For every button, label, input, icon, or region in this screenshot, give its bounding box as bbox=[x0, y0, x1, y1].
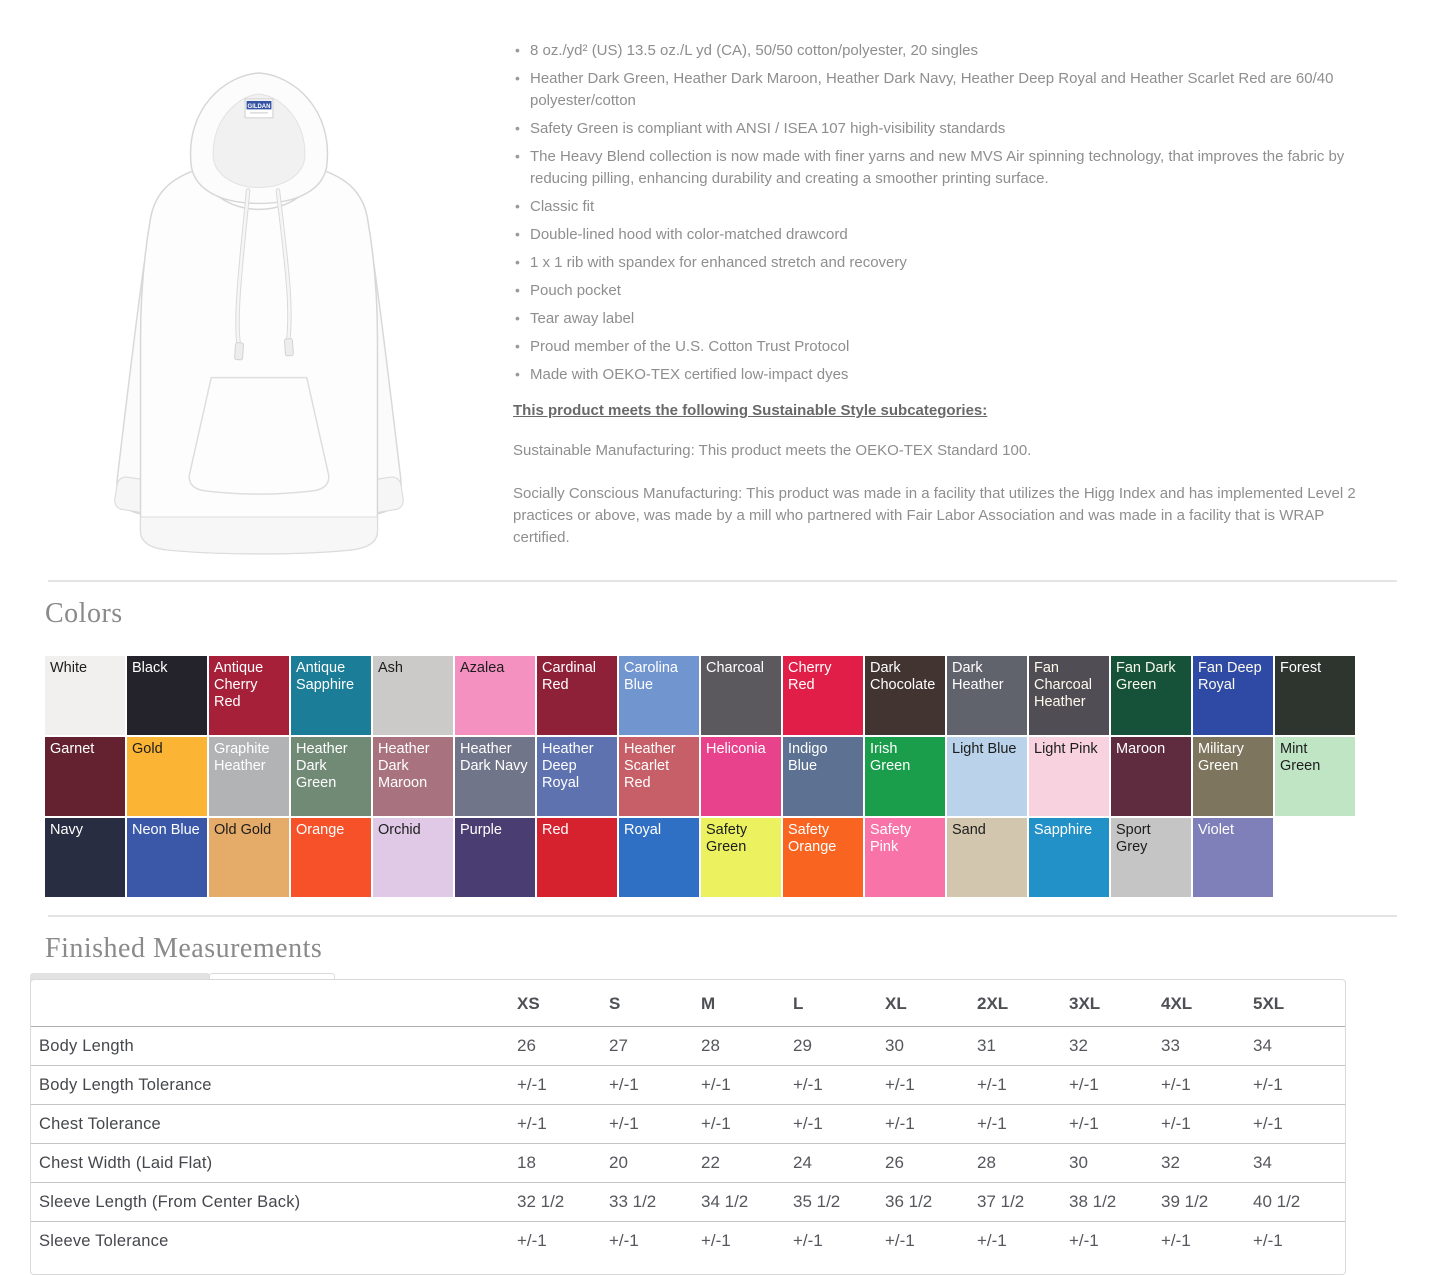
measurement-value: +/-1 bbox=[1069, 1114, 1099, 1133]
measurement-value: 31 bbox=[977, 1036, 996, 1055]
color-swatch-label: Antique Sapphire bbox=[296, 660, 355, 693]
color-swatch-label: Sapphire bbox=[1034, 822, 1093, 838]
measurement-value: 34 bbox=[1253, 1153, 1272, 1172]
color-swatch-light-pink[interactable] bbox=[1029, 737, 1109, 816]
color-swatch-label: Neon Blue bbox=[132, 822, 200, 838]
measurement-value: 24 bbox=[793, 1153, 812, 1172]
color-swatch-garnet[interactable] bbox=[45, 737, 125, 816]
measurement-value: +/-1 bbox=[1253, 1075, 1283, 1094]
color-swatch-label: Heather Dark Maroon bbox=[378, 741, 430, 791]
empty-header-cell bbox=[31, 980, 517, 1027]
color-swatch-label: Charcoal bbox=[706, 660, 765, 676]
color-swatch-violet[interactable] bbox=[1193, 818, 1273, 897]
measurement-value: 32 bbox=[1161, 1153, 1180, 1172]
measurement-row-body-length bbox=[31, 1027, 1345, 1066]
measurement-value: +/-1 bbox=[977, 1231, 1007, 1250]
color-swatch-dark-heather[interactable] bbox=[947, 656, 1027, 735]
measurement-value: 30 bbox=[885, 1036, 904, 1055]
product-overview-section bbox=[45, 40, 1400, 564]
color-swatch-label: Fan Dark Green bbox=[1116, 660, 1176, 693]
measurement-row-body-length-tolerance bbox=[31, 1066, 1345, 1105]
size-column-header-2xl: 2XL bbox=[977, 994, 1009, 1013]
measurement-value: +/-1 bbox=[977, 1075, 1007, 1094]
measurements-table-box bbox=[30, 979, 1346, 1275]
color-swatch-heather-dark-navy[interactable] bbox=[455, 737, 535, 816]
measurement-value: 22 bbox=[701, 1153, 720, 1172]
size-column-header-s: S bbox=[609, 994, 621, 1013]
feature-bullet: • The Heavy Blend collection is now made with finer yarns and new MVS Air spinning technology, that improves the fabric by reducing pilling, enhancing durability and creating a smoother printing surface. bbox=[513, 146, 1393, 190]
measurement-value: 28 bbox=[977, 1153, 996, 1172]
measurement-value: 39 1/2 bbox=[1161, 1192, 1209, 1211]
colors-section-title: Colors bbox=[45, 598, 123, 629]
measurement-value: +/-1 bbox=[1161, 1231, 1191, 1250]
measurement-value: +/-1 bbox=[517, 1231, 547, 1250]
color-swatch-maroon[interactable] bbox=[1111, 737, 1191, 816]
measurement-value: +/-1 bbox=[701, 1114, 731, 1133]
color-swatch-carolina-blue[interactable] bbox=[619, 656, 699, 735]
measurement-value: 27 bbox=[609, 1036, 628, 1055]
measurement-value: 32 1/2 bbox=[517, 1192, 565, 1211]
measurement-value: 36 1/2 bbox=[885, 1192, 933, 1211]
color-swatch-cherry-red[interactable] bbox=[783, 656, 863, 735]
measurement-value: +/-1 bbox=[793, 1231, 823, 1250]
color-swatch-military-green[interactable] bbox=[1193, 737, 1273, 816]
color-swatch-label: Light Pink bbox=[1034, 741, 1098, 757]
measurement-value: 38 1/2 bbox=[1069, 1192, 1117, 1211]
color-swatch-cardinal-red[interactable] bbox=[537, 656, 617, 735]
sustainable-manufacturing-text: Sustainable Manufacturing: This product meets the OEKO-TEX Standard 100. bbox=[513, 442, 1032, 459]
measurements-section-title: Finished Measurements bbox=[45, 933, 323, 964]
color-swatch-label: Sport Grey bbox=[1116, 822, 1151, 855]
color-swatch-label: Navy bbox=[50, 822, 84, 838]
color-swatch-ash[interactable] bbox=[373, 656, 453, 735]
color-swatch-navy[interactable] bbox=[45, 818, 125, 897]
color-swatch-label: Mint Green bbox=[1280, 741, 1321, 774]
color-swatch-label: Sand bbox=[952, 822, 986, 838]
color-swatch-mint-green[interactable] bbox=[1275, 737, 1355, 816]
color-swatch-black[interactable] bbox=[127, 656, 207, 735]
color-swatch-fan-deep-royal[interactable] bbox=[1193, 656, 1273, 735]
color-swatch-label: Safety Green bbox=[706, 822, 748, 855]
color-swatch-label: Heather Dark Navy bbox=[460, 741, 528, 774]
measurement-value: 20 bbox=[609, 1153, 628, 1172]
feature-bullet: • 8 oz./yd² (US) 13.5 oz./L yd (CA), 50/50 cotton/polyester, 20 singles bbox=[513, 40, 1393, 62]
color-swatch-antique-cherry-red[interactable] bbox=[209, 656, 289, 735]
feature-list-sustainability bbox=[513, 336, 1393, 386]
color-swatch-safety-pink[interactable] bbox=[865, 818, 945, 897]
color-swatch-label: Irish Green bbox=[870, 741, 911, 774]
feature-bullet: • Proud member of the U.S. Cotton Trust Protocol bbox=[513, 336, 1393, 358]
size-header-row bbox=[31, 980, 1345, 1027]
measurement-value: 37 1/2 bbox=[977, 1192, 1025, 1211]
color-swatch-neon-blue[interactable] bbox=[127, 818, 207, 897]
color-swatch-heather-deep-royal[interactable] bbox=[537, 737, 617, 816]
measurement-value: +/-1 bbox=[1069, 1231, 1099, 1250]
color-swatch-label: Carolina Blue bbox=[624, 660, 678, 693]
color-swatch-label: Old Gold bbox=[214, 822, 272, 838]
measurement-value: +/-1 bbox=[1161, 1075, 1191, 1094]
feature-bullet: • Classic fit bbox=[513, 196, 1393, 218]
feature-bullet: • Safety Green is compliant with ANSI / ISEA 107 high-visibility standards bbox=[513, 118, 1393, 140]
measurement-value: +/-1 bbox=[609, 1231, 639, 1250]
measurements-table-container bbox=[30, 979, 1346, 1275]
color-swatch-label: Garnet bbox=[50, 741, 95, 757]
color-swatch-old-gold[interactable] bbox=[209, 818, 289, 897]
measurement-value: 18 bbox=[517, 1153, 536, 1172]
size-column-header-l: L bbox=[793, 994, 804, 1013]
color-swatch-light-blue[interactable] bbox=[947, 737, 1027, 816]
hoodie-illustration bbox=[45, 40, 473, 555]
color-swatch-label: Red bbox=[542, 822, 569, 838]
measurement-row-sleeve-tolerance bbox=[31, 1222, 1345, 1261]
measurement-value: +/-1 bbox=[1253, 1231, 1283, 1250]
section-divider bbox=[48, 915, 1397, 917]
measurement-value: +/-1 bbox=[609, 1075, 639, 1094]
product-image bbox=[45, 40, 473, 555]
color-swatch-irish-green[interactable] bbox=[865, 737, 945, 816]
size-column-header-m: M bbox=[701, 994, 716, 1013]
color-swatch-label: Heather Deep Royal bbox=[542, 741, 594, 791]
measurement-value: 34 bbox=[1253, 1036, 1272, 1055]
product-features bbox=[473, 40, 1393, 564]
color-swatch-heather-dark-green[interactable] bbox=[291, 737, 371, 816]
color-swatch-label: Military Green bbox=[1198, 741, 1244, 774]
measurement-value: +/-1 bbox=[1161, 1114, 1191, 1133]
color-swatch-label: Heather Scarlet Red bbox=[624, 741, 676, 791]
color-swatch-safety-orange[interactable] bbox=[783, 818, 863, 897]
color-swatch-label: Graphite Heather bbox=[214, 741, 270, 774]
measurement-value: 32 bbox=[1069, 1036, 1088, 1055]
color-swatch-orchid[interactable] bbox=[373, 818, 453, 897]
color-swatch-white[interactable] bbox=[45, 656, 125, 735]
color-swatch-heliconia[interactable] bbox=[701, 737, 781, 816]
measurement-value: +/-1 bbox=[1069, 1075, 1099, 1094]
color-swatch-graphite-heather[interactable] bbox=[209, 737, 289, 816]
measurement-value: +/-1 bbox=[885, 1231, 915, 1250]
measurement-row-label: Chest Tolerance bbox=[39, 1114, 161, 1133]
section-divider bbox=[48, 580, 1397, 582]
color-swatch-label: Light Blue bbox=[952, 741, 1017, 757]
color-swatch-sapphire[interactable] bbox=[1029, 818, 1109, 897]
measurement-value: 33 bbox=[1161, 1036, 1180, 1055]
feature-bullet: • Made with OEKO-TEX certified low-impact dyes bbox=[513, 364, 1393, 386]
size-column-header-5xl: 5XL bbox=[1253, 994, 1285, 1013]
feature-bullet: • 1 x 1 rib with spandex for enhanced stretch and recovery bbox=[513, 252, 1393, 274]
color-swatch-label: Violet bbox=[1198, 822, 1235, 838]
measurement-row-label: Sleeve Length (From Center Back) bbox=[39, 1192, 301, 1211]
color-swatch-red[interactable] bbox=[537, 818, 617, 897]
color-swatch-gold[interactable] bbox=[127, 737, 207, 816]
color-swatch-label: Cherry Red bbox=[788, 660, 832, 693]
measurement-value: 40 1/2 bbox=[1253, 1192, 1301, 1211]
color-swatch-label: Fan Charcoal Heather bbox=[1034, 660, 1093, 710]
color-swatch-grid bbox=[45, 656, 1365, 899]
measurement-value: 33 1/2 bbox=[609, 1192, 657, 1211]
measurements-table bbox=[31, 980, 1345, 1260]
measurement-row-sleeve-length-from-center-back- bbox=[31, 1183, 1345, 1222]
measurement-row-label: Body Length bbox=[39, 1036, 134, 1055]
color-swatch-purple[interactable] bbox=[455, 818, 535, 897]
color-swatch-label: Forest bbox=[1280, 660, 1322, 676]
measurement-row-label: Sleeve Tolerance bbox=[39, 1231, 169, 1250]
color-swatch-label: Orchid bbox=[378, 822, 421, 838]
feature-bullet: • Heather Dark Green, Heather Dark Maroon, Heather Dark Navy, Heather Deep Royal and Heather Scarlet Red are 60/40 polyester/cotton bbox=[513, 68, 1393, 112]
color-swatch-antique-sapphire[interactable] bbox=[291, 656, 371, 735]
neck-label bbox=[245, 99, 273, 118]
color-swatch-dark-chocolate[interactable] bbox=[865, 656, 945, 735]
color-swatch-label: Safety Pink bbox=[870, 822, 912, 855]
color-swatch-label: Heather Dark Green bbox=[296, 741, 348, 791]
measurement-row-chest-tolerance bbox=[31, 1105, 1345, 1144]
color-swatch-label: Gold bbox=[132, 741, 163, 757]
measurement-value: +/-1 bbox=[793, 1114, 823, 1133]
measurement-value: +/-1 bbox=[517, 1075, 547, 1094]
measurement-row-label: Body Length Tolerance bbox=[39, 1075, 212, 1094]
measurement-value: +/-1 bbox=[609, 1114, 639, 1133]
feature-bullet: • Double-lined hood with color-matched drawcord bbox=[513, 224, 1393, 246]
socially-conscious-manufacturing-text: Socially Conscious Manufacturing: This product was made in a facility that utilizes the Higg Index and has implemented Level 2 practices or above, was made by a mill who partnered with Fair Labor Association and was made in a facility that is WRAP certified. bbox=[513, 485, 1356, 546]
color-swatch-label: Safety Orange bbox=[788, 822, 837, 855]
color-swatch-heather-scarlet-red[interactable] bbox=[619, 737, 699, 816]
measurement-row-label: Chest Width (Laid Flat) bbox=[39, 1153, 213, 1172]
color-swatch-indigo-blue[interactable] bbox=[783, 737, 863, 816]
color-swatch-royal[interactable] bbox=[619, 818, 699, 897]
color-swatch-label: Maroon bbox=[1116, 741, 1166, 757]
measurement-value: 34 1/2 bbox=[701, 1192, 749, 1211]
color-swatch-label: Royal bbox=[624, 822, 662, 838]
color-swatch-orange[interactable] bbox=[291, 818, 371, 897]
color-swatch-sport-grey[interactable] bbox=[1111, 818, 1191, 897]
measurement-row-chest-width-laid-flat- bbox=[31, 1144, 1345, 1183]
color-swatch-charcoal[interactable] bbox=[701, 656, 781, 735]
color-swatch-label: Heliconia bbox=[706, 741, 766, 757]
color-swatch-label: Fan Deep Royal bbox=[1198, 660, 1262, 693]
color-swatch-safety-green[interactable] bbox=[701, 818, 781, 897]
measurement-value: +/-1 bbox=[977, 1114, 1007, 1133]
color-swatch-label: Black bbox=[132, 660, 168, 676]
size-column-header-3xl: 3XL bbox=[1069, 994, 1101, 1013]
measurement-value: 30 bbox=[1069, 1153, 1088, 1172]
measurement-value: +/-1 bbox=[885, 1114, 915, 1133]
color-swatch-azalea[interactable] bbox=[455, 656, 535, 735]
color-swatch-label: Dark Heather bbox=[952, 660, 1004, 693]
measurement-value: 35 1/2 bbox=[793, 1192, 841, 1211]
measurement-value: +/-1 bbox=[1253, 1114, 1283, 1133]
color-swatch-forest[interactable] bbox=[1275, 656, 1355, 735]
color-swatch-label: Azalea bbox=[460, 660, 505, 676]
measurement-value: +/-1 bbox=[793, 1075, 823, 1094]
color-swatch-heather-dark-maroon[interactable] bbox=[373, 737, 453, 816]
color-swatch-label: Cardinal Red bbox=[542, 660, 596, 693]
size-column-header-xs: XS bbox=[517, 994, 540, 1013]
measurement-value: +/-1 bbox=[701, 1075, 731, 1094]
feature-bullet: • Pouch pocket bbox=[513, 280, 1393, 302]
measurement-value: 26 bbox=[517, 1036, 536, 1055]
color-swatch-label: Antique Cherry Red bbox=[214, 660, 264, 710]
color-swatch-fan-charcoal-heather[interactable] bbox=[1029, 656, 1109, 735]
color-swatch-fan-dark-green[interactable] bbox=[1111, 656, 1191, 735]
measurement-value: 28 bbox=[701, 1036, 720, 1055]
measurement-value: 29 bbox=[793, 1036, 812, 1055]
size-column-header-xl: XL bbox=[885, 994, 907, 1013]
color-swatch-label: Orange bbox=[296, 822, 345, 838]
size-column-header-4xl: 4XL bbox=[1161, 994, 1193, 1013]
color-swatch-label: Indigo Blue bbox=[788, 741, 828, 774]
color-swatch-sand[interactable] bbox=[947, 818, 1027, 897]
color-swatch-label: Dark Chocolate bbox=[870, 660, 936, 693]
color-swatch-label: Purple bbox=[460, 822, 502, 838]
brand-label-text: GILDAN bbox=[247, 103, 271, 110]
feature-bullet: • Tear away label bbox=[513, 308, 1393, 330]
measurement-value: +/-1 bbox=[885, 1075, 915, 1094]
measurement-value: +/-1 bbox=[517, 1114, 547, 1133]
color-swatch-label: White bbox=[50, 660, 88, 676]
color-swatch-label: Ash bbox=[378, 660, 403, 676]
measurement-value: 26 bbox=[885, 1153, 904, 1172]
sustainable-style-heading: This product meets the following Sustainable Style subcategories: bbox=[513, 402, 988, 419]
measurement-value: +/-1 bbox=[701, 1231, 731, 1250]
feature-list-primary bbox=[513, 40, 1393, 330]
